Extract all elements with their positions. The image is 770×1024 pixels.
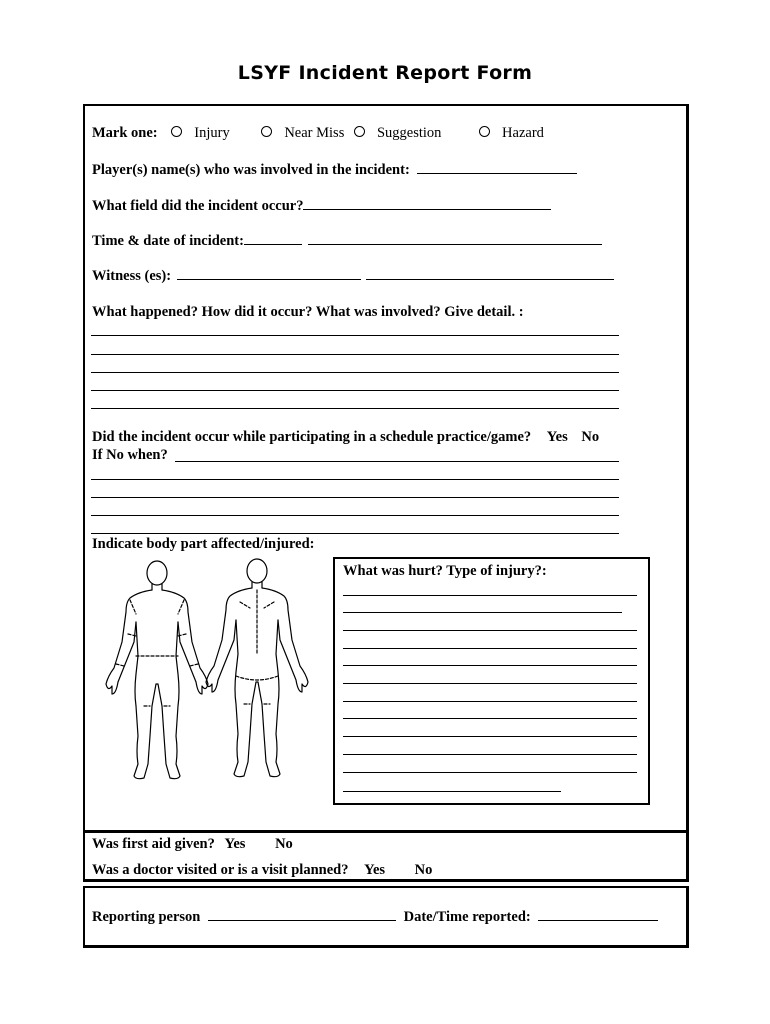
if-no-line[interactable]: [91, 533, 619, 534]
field-input[interactable]: [303, 197, 551, 210]
reporting-person-label: Reporting person: [92, 909, 201, 925]
witness-row: [92, 267, 614, 285]
injury-line[interactable]: [343, 791, 561, 792]
form-title: LSYF Incident Report Form: [237, 62, 533, 84]
injury-line[interactable]: [343, 595, 637, 596]
injury-line[interactable]: [343, 736, 637, 737]
injury-line[interactable]: [343, 630, 637, 631]
happened-line[interactable]: [91, 335, 619, 336]
happened-line[interactable]: [91, 354, 619, 355]
if-no-row: [92, 447, 168, 464]
if-no-line[interactable]: [91, 497, 619, 498]
injury-line[interactable]: [343, 701, 637, 702]
practice-label: Did the incident occur while participating in a schedule practice/game?: [92, 429, 532, 445]
doctor-no[interactable]: No: [414, 862, 433, 878]
back-body-icon: [206, 559, 308, 777]
players-row: [92, 161, 577, 179]
happened-label: What happened? How did it occur? What was involved? Give detail. :: [92, 304, 524, 320]
date-input[interactable]: [308, 232, 602, 245]
field-row: [92, 197, 551, 215]
time-input[interactable]: [244, 232, 302, 245]
injury-line[interactable]: [343, 772, 637, 773]
option-suggestion[interactable]: Suggestion: [354, 125, 441, 142]
radio-circle-icon[interactable]: [354, 126, 365, 137]
time-label: Time & date of incident:: [92, 233, 244, 249]
injury-line[interactable]: [343, 718, 637, 719]
first-aid-no[interactable]: No: [275, 836, 293, 852]
doctor-yes[interactable]: Yes: [364, 862, 386, 878]
if-no-line[interactable]: [91, 515, 619, 516]
radio-circle-icon[interactable]: [479, 126, 490, 137]
happened-line[interactable]: [91, 390, 619, 391]
body-diagram-icon[interactable]: [100, 556, 320, 788]
reporting-row: [92, 908, 658, 926]
first-aid-yes[interactable]: Yes: [224, 836, 246, 852]
option-hazard[interactable]: Hazard: [479, 125, 544, 142]
witness-input-1[interactable]: [177, 267, 361, 280]
witness-label: Witness (es):: [92, 268, 172, 284]
mark-one-row: [92, 125, 544, 142]
if-no-label: If No when?: [92, 447, 168, 463]
injury-line[interactable]: [343, 665, 637, 666]
option-injury[interactable]: Injury: [171, 125, 229, 142]
if-no-line[interactable]: [175, 461, 619, 462]
reporting-person-input[interactable]: [208, 908, 396, 921]
body-part-label: Indicate body part affected/injured:: [92, 536, 315, 552]
players-label: Player(s) name(s) who was involved in the incident:: [92, 162, 410, 178]
practice-yes[interactable]: Yes: [546, 429, 568, 445]
doctor-label: Was a doctor visited or is a visit planned?: [92, 862, 349, 878]
date-reported-input[interactable]: [538, 908, 658, 921]
happened-line[interactable]: [91, 408, 619, 409]
hurt-label: What was hurt? Type of injury?:: [343, 563, 547, 579]
injury-line[interactable]: [343, 683, 637, 684]
injury-line[interactable]: [343, 612, 622, 613]
field-label: What field did the incident occur?: [92, 198, 304, 214]
happened-line[interactable]: [91, 372, 619, 373]
witness-input-2[interactable]: [366, 267, 614, 280]
practice-no[interactable]: No: [581, 429, 600, 445]
mark-one-label: Mark one:: [92, 125, 158, 141]
radio-circle-icon[interactable]: [171, 126, 182, 137]
radio-circle-icon[interactable]: [261, 126, 272, 137]
time-row: [92, 232, 602, 250]
if-no-line[interactable]: [91, 479, 619, 480]
practice-row: [92, 429, 599, 446]
date-reported-label: Date/Time reported:: [403, 909, 531, 925]
option-near-miss[interactable]: Near Miss: [261, 125, 344, 142]
players-field[interactable]: [417, 161, 577, 174]
first-aid-row: [92, 836, 293, 853]
injury-line[interactable]: [343, 648, 637, 649]
first-aid-label: Was first aid given?: [92, 836, 215, 852]
front-body-icon: [106, 561, 208, 779]
doctor-row: [92, 862, 432, 879]
injury-line[interactable]: [343, 754, 637, 755]
